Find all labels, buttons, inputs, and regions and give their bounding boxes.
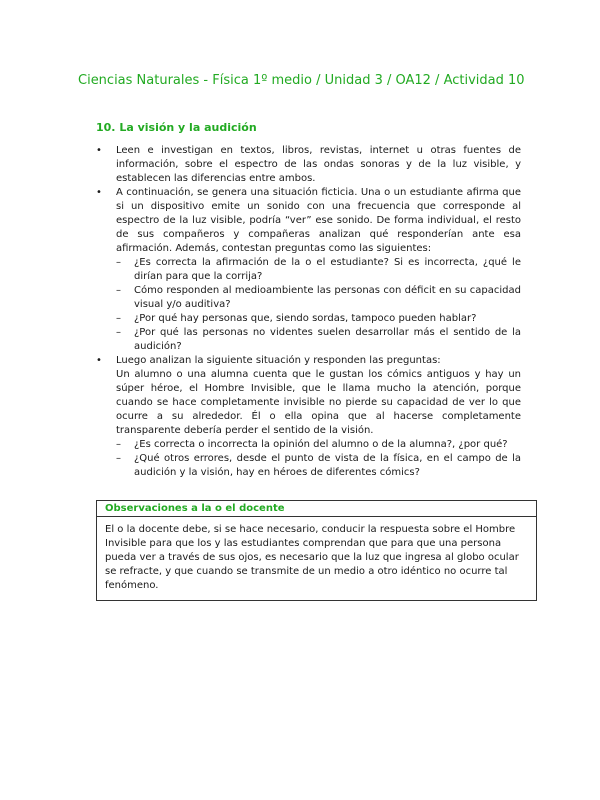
situation-paragraph: Un alumno o una alumna cuenta que le gustan los cómics antiguos y hay un súper héroe, el Hombre Invisible, que le llama mucho la atención, porque cuando se hace completamente invisible no pierde su capacidad de ver lo que ocurre a su alrededor. Él o ella opina que al hacerse completamente transparente debería perder el sentido de la visión. — [116, 369, 521, 436]
page-header: Ciencias Naturales - Física 1º medio / Unidad 3 / OA12 / Actividad 10 — [78, 73, 525, 88]
observations-title: Observaciones a la o el docente — [97, 501, 536, 517]
question-item: – ¿Es correcta o incorrecta la opinión del alumno o de la alumna?, ¿por qué? — [116, 438, 521, 452]
activity-content — [96, 144, 521, 480]
section-title: 10. La visión y la audición — [96, 121, 257, 134]
bullet-text: Leen e investigan en textos, libros, revistas, internet u otras fuentes de información, sobre el espectro de las ondas sonoras y de la luz visible, y establecen las diferencias entre ambos. — [116, 145, 521, 184]
question-list — [116, 256, 521, 354]
bullet-text: A continuación, se genera una situación ficticia. Una o un estudiante afirma que si un dispositivo emite un sonido con una frecuencia que corresponde al espectro de la luz visible, podría “ver” ese sonido. De forma individual, el resto de sus compañeros y compañeras analizan qué responderían ante esa afirmación. Además, contestan preguntas como las siguientes: — [116, 187, 521, 254]
observations-body: El o la docente debe, si se hace necesario, conducir la respuesta sobre el Hombre Invisible para que los y las estudiantes comprendan que para que una persona pueda ver a través de sus ojos, es necesario que la luz que ingresa al globo ocular se refracte, y que cuando se transmite de un medio a otro idéntico no ocurre tal fenómeno. — [105, 524, 519, 591]
list-item — [96, 354, 521, 480]
bullet-text: Luego analizan la siguiente situación y responden las preguntas: — [116, 355, 441, 366]
list-item — [96, 186, 521, 354]
question-item: – ¿Es correcta la afirmación de la o el estudiante? Si es incorrecta, ¿qué le dirían para que la corrija? — [116, 256, 521, 284]
question-list — [116, 438, 521, 480]
question-item: – ¿Por qué hay personas que, siendo sordas, tampoco pueden hablar? — [116, 312, 521, 326]
activity-list — [96, 144, 521, 480]
teacher-observations-box — [96, 500, 537, 601]
question-item: – Cómo responden al medioambiente las personas con déficit en su capacidad visual y/o auditiva? — [116, 284, 521, 312]
question-item: – ¿Por qué las personas no videntes suelen desarrollar más el sentido de la audición? — [116, 326, 521, 354]
question-item: – ¿Qué otros errores, desde el punto de vista de la física, en el campo de la audición y la visión, hay en héroes de diferentes cómics? — [116, 452, 521, 480]
list-item — [96, 144, 521, 186]
